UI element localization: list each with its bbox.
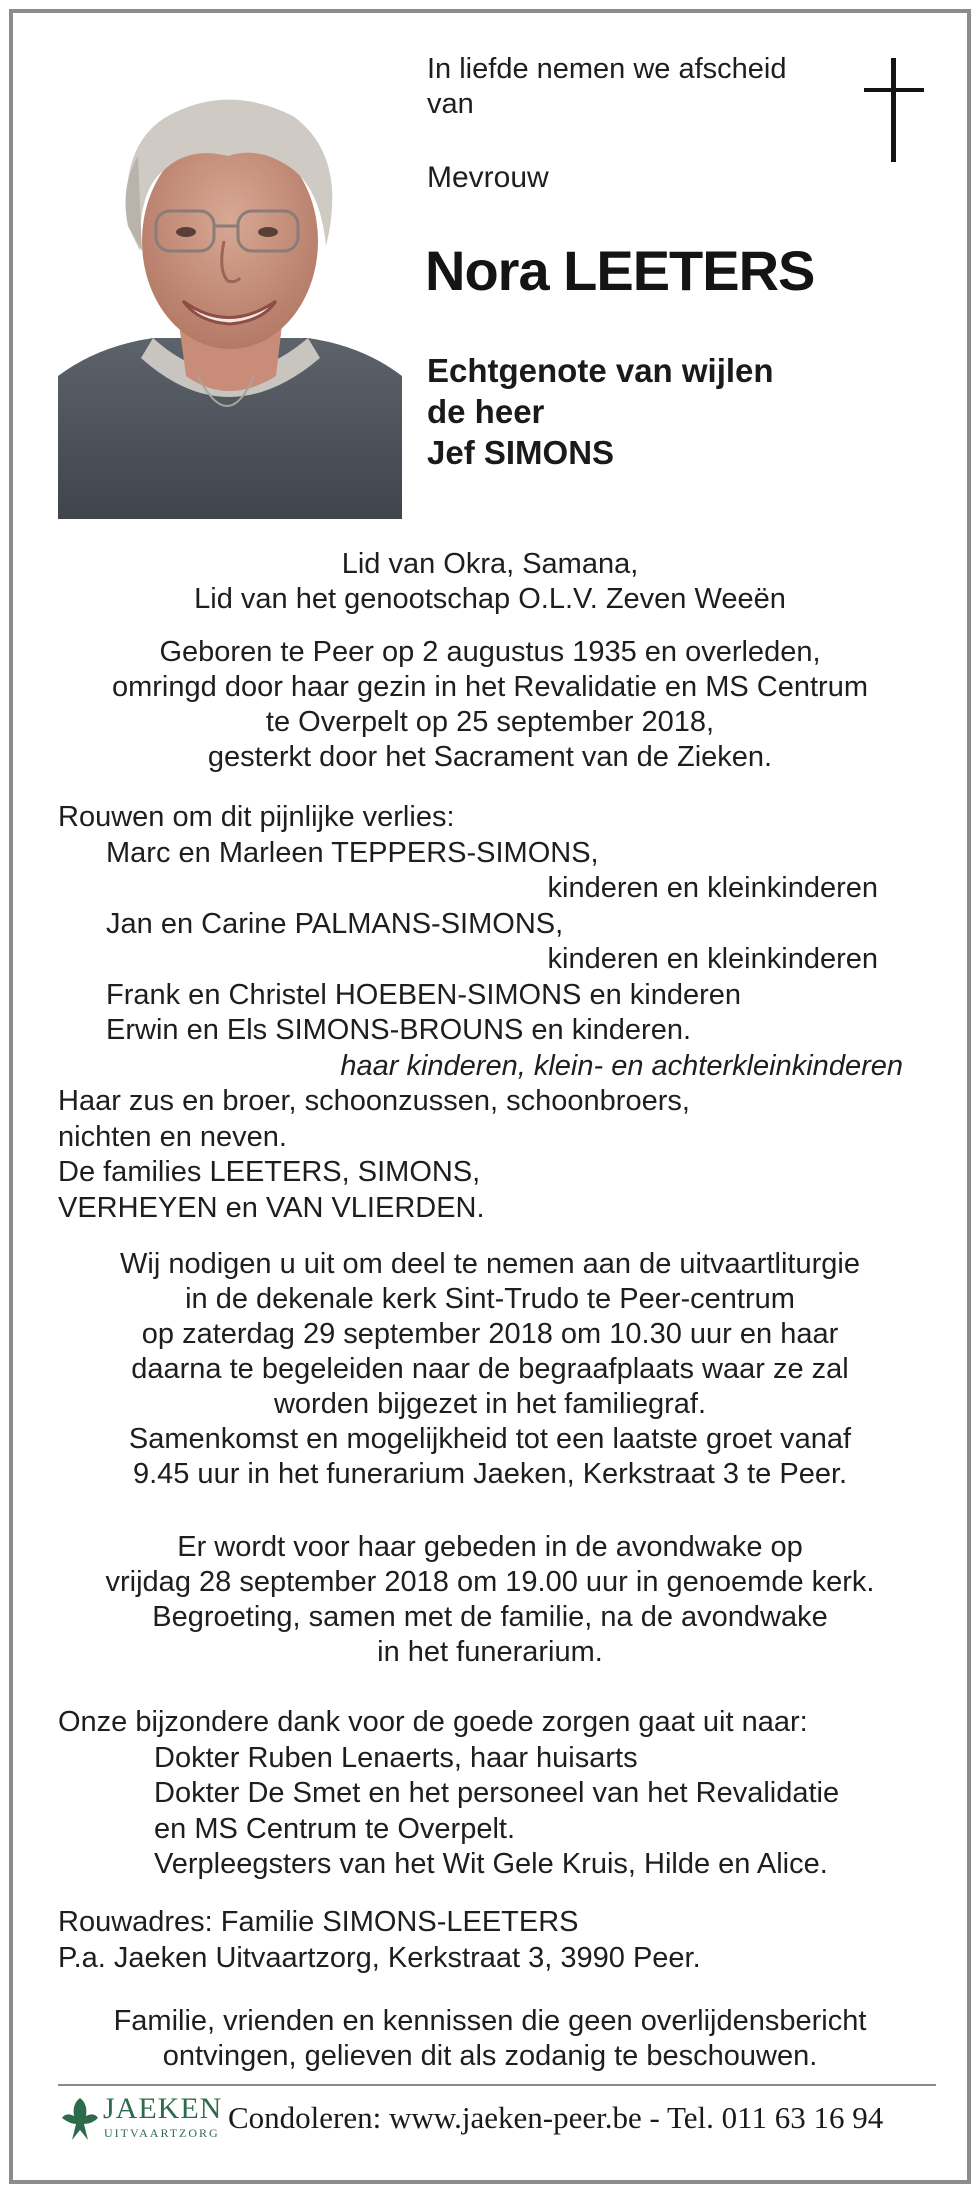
footer-divider bbox=[58, 2084, 936, 2086]
text-line: op zaterdag 29 september 2018 om 10.30 uur en haar bbox=[141, 1318, 839, 1350]
mourners-heading: Rouwen om dit pijnlijke verlies: bbox=[58, 801, 455, 833]
text-line: in het funerarium. bbox=[377, 1636, 603, 1668]
text-line: Er wordt voor haar gebeden in de avondwake op bbox=[177, 1531, 803, 1563]
spouse-line: Echtgenote van wijlen bbox=[427, 352, 774, 389]
membership-line: Lid van het genootschap O.L.V. Zeven Weeën bbox=[194, 583, 786, 615]
text-line: omringd door haar gezin in het Revalidatie en MS Centrum bbox=[111, 671, 868, 703]
relatives-line: VERHEYEN en VAN VLIERDEN. bbox=[58, 1191, 485, 1224]
family-role: kinderen en kleinkinderen bbox=[547, 872, 878, 904]
spouse-line: de heer bbox=[427, 393, 545, 430]
text-line: Geboren te Peer op 2 augustus 1935 en overleden, bbox=[159, 636, 821, 668]
family-line: Jan en Carine PALMANS-SIMONS, bbox=[106, 907, 564, 940]
thanks-item: Dokter Ruben Lenaerts, haar huisarts bbox=[154, 1741, 638, 1774]
text-line: gesterkt door het Sacrament van de Zieken. bbox=[207, 741, 773, 773]
honorific: Mevrouw bbox=[427, 161, 549, 194]
family-line: Marc en Marleen TEPPERS-SIMONS, bbox=[106, 836, 599, 869]
vigil-text bbox=[0, 1530, 980, 1670]
text-line: Wij nodigen u uit om deel te nemen aan de uitvaartliturgie bbox=[120, 1248, 860, 1280]
text-line: in de dekenale kerk Sint-Trudo te Peer-centrum bbox=[185, 1283, 795, 1315]
membership-line: Lid van Okra, Samana, bbox=[341, 548, 639, 580]
logo-name: JAEKEN bbox=[103, 2092, 223, 2125]
text-line: Samenkomst en mogelijkheid tot een laatste groet vanaf bbox=[128, 1423, 852, 1455]
family-line: Erwin en Els SIMONS-BROUNS en kinderen. bbox=[106, 1014, 692, 1046]
contact-line: Condoleren: www.jaeken-peer.be - Tel. 011 63 16 94 bbox=[228, 2100, 884, 2135]
funeral-text bbox=[0, 1247, 980, 1492]
birth-death-text bbox=[0, 635, 980, 775]
address-line: P.a. Jaeken Uitvaartzorg, Kerkstraat 3, 3990 Peer. bbox=[58, 1942, 701, 1974]
cross-icon bbox=[864, 58, 924, 162]
dove-icon bbox=[60, 2094, 100, 2144]
thanks-section bbox=[58, 1705, 938, 1883]
spouse-text bbox=[427, 350, 774, 473]
thanks-item: en MS Centrum te Overpelt. bbox=[154, 1812, 516, 1845]
spouse-line: Jef SIMONS bbox=[427, 434, 615, 471]
portrait-photo bbox=[58, 76, 402, 519]
intro-line: In liefde nemen we afscheid bbox=[427, 53, 787, 85]
closing-text bbox=[0, 2004, 980, 2074]
text-line: 9.45 uur in het funerarium Jaeken, Kerkstraat 3 te Peer. bbox=[132, 1458, 848, 1490]
jaeken-logo bbox=[56, 2090, 226, 2146]
relatives-line: Haar zus en broer, schoonzussen, schoonbroers, bbox=[58, 1085, 690, 1117]
thanks-item: Dokter De Smet en het personeel van het Revalidatie bbox=[154, 1777, 840, 1809]
text-line: daarna te begeleiden naar de begraafplaats waar ze zal bbox=[131, 1353, 849, 1385]
children-note: haar kinderen, klein- en achterkleinkinderen bbox=[340, 1049, 903, 1082]
family-role: kinderen en kleinkinderen bbox=[547, 943, 878, 975]
mourning-address bbox=[58, 1904, 701, 1976]
intro-line: van bbox=[427, 88, 474, 120]
intro-text bbox=[427, 52, 787, 122]
memberships bbox=[0, 547, 980, 617]
relatives-line: De families LEETERS, SIMONS, bbox=[58, 1156, 481, 1188]
text-line: Begroeting, samen met de familie, na de avondwake bbox=[152, 1601, 828, 1633]
deceased-name: Nora LEETERS bbox=[425, 239, 815, 302]
address-line: Rouwadres: Familie SIMONS-LEETERS bbox=[58, 1906, 579, 1938]
family-line: Frank en Christel HOEBEN-SIMONS en kinderen bbox=[106, 978, 741, 1011]
text-line: Familie, vrienden en kennissen die geen overlijdensbericht bbox=[113, 2005, 867, 2037]
portrait-illustration bbox=[58, 76, 402, 519]
text-line: te Overpelt op 25 september 2018, bbox=[265, 706, 715, 738]
text-line: ontvingen, gelieven dit als zodanig te beschouwen. bbox=[162, 2040, 818, 2072]
text-line: worden bijgezet in het familiegraf. bbox=[273, 1388, 706, 1420]
logo-subtitle: UITVAARTZORG bbox=[104, 2126, 220, 2140]
thanks-heading: Onze bijzondere dank voor de goede zorgen gaat uit naar: bbox=[58, 1706, 808, 1738]
relatives-line: nichten en neven. bbox=[58, 1120, 287, 1153]
thanks-item: Verpleegsters van het Wit Gele Kruis, Hilde en Alice. bbox=[154, 1848, 828, 1880]
mourners-section bbox=[58, 800, 938, 1226]
text-line: vrijdag 28 september 2018 om 19.00 uur in genoemde kerk. bbox=[105, 1566, 875, 1598]
